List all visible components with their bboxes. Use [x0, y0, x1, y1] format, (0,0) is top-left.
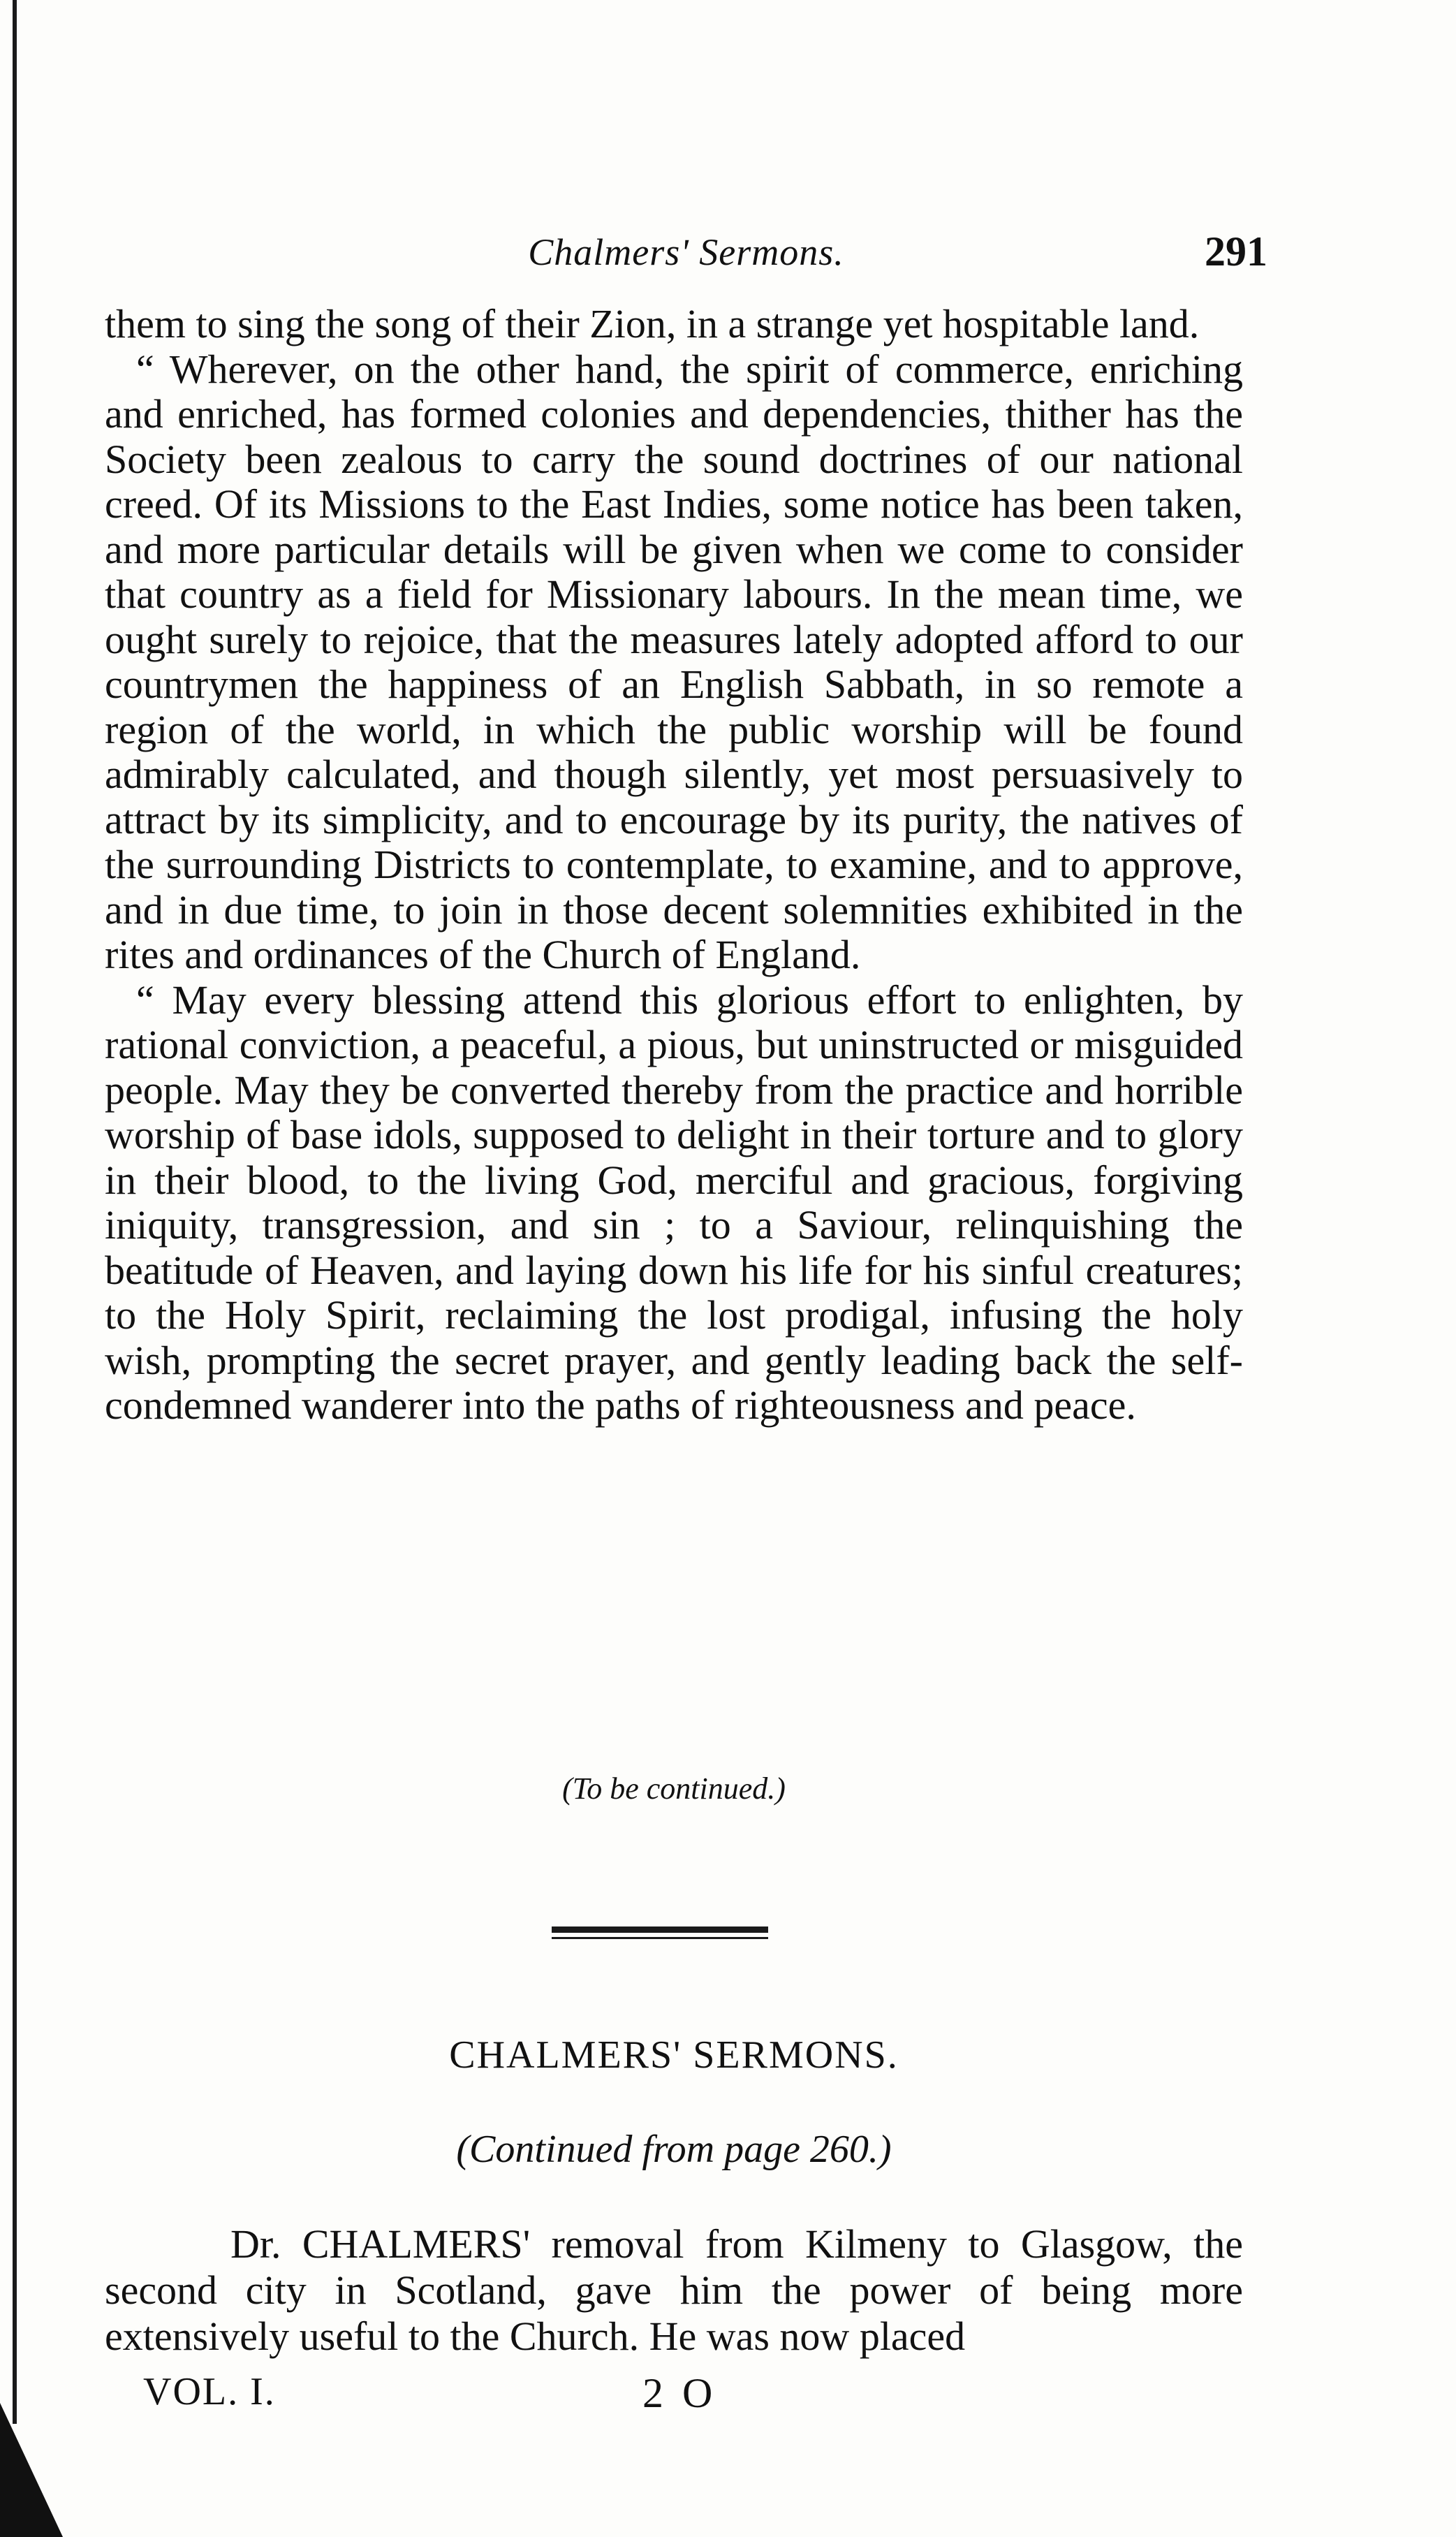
- section-body-paragraph: Dr. CHALMERS' removal from Kilmeny to Glasgow, the second city in Scotland, gave him the power of being more extensively useful to the Church. He was now placed: [105, 2221, 1243, 2359]
- running-title: Chalmers' Sermons.: [528, 231, 844, 273]
- signature-mark: 2 O: [642, 2370, 717, 2416]
- continued-note: (To be continued.): [562, 1771, 786, 1806]
- page-edge-rule: [13, 0, 17, 2424]
- page-header: [105, 228, 1267, 293]
- paragraph-2: “ Wherever, on the other hand, the spirit of commerce, enriching and enriched, has formed colonies and dependencies, thither has the Society been zealous to carry the sound doctrines of our national creed. Of its Missions to the East Indies, some notice has been taken, and more particular details will be given when we come to consider that country as a field for Missionary labours. In the mean time, we ought surely to rejoice, that the measures lately adopted afford to our countrymen the happiness of an English Sabbath, in so remote a region of the world, in which the public worship will be found admirably calculated, and though silently, yet most persuasively to attract by its simplicity, and to encourage by its purity, the natives of the surrounding Districts to contemplate, to examine, and to approve, and in due time, to join in those decent solemnities exhibited in the rites and ordinances of the Church of England.: [105, 346, 1243, 977]
- divider-thin-rule: [552, 1937, 768, 1939]
- volume-marker: VOL. I.: [143, 2370, 276, 2413]
- paragraph-1: them to sing the song of their Zion, in a strange yet hospitable land.: [105, 301, 1200, 346]
- section-subheading: (Continued from page 260.): [456, 2128, 892, 2171]
- article-body: [105, 302, 1243, 1428]
- section-divider-ornament: [552, 1926, 768, 1940]
- divider-thick-rule: [552, 1926, 768, 1933]
- paragraph-3: “ May every blessing attend this glorious effort to enlighten, by rational conviction, a peaceful, a pious, but uninstructed or misguided people. May they be converted thereby from the practice and horrible worship of base idols, supposed to delight in their torture and to glory in their blood, to the living God, merciful and gracious, forgiving iniquity, transgression, and sin ; to a Saviour, relinquishing the beatitude of Heaven, and laying down his life for his sinful creatures; to the Holy Spirit, reclaiming the lost prodigal, infusing the holy wish, prompting the secret prayer, and gently leading back the self-condemned wanderer into the paths of righteousness and peace.: [105, 977, 1243, 1428]
- page-edge-corner: [0, 2403, 63, 2537]
- section-heading: CHALMERS' SERMONS.: [449, 2033, 899, 2077]
- page-number: 291: [1205, 228, 1267, 275]
